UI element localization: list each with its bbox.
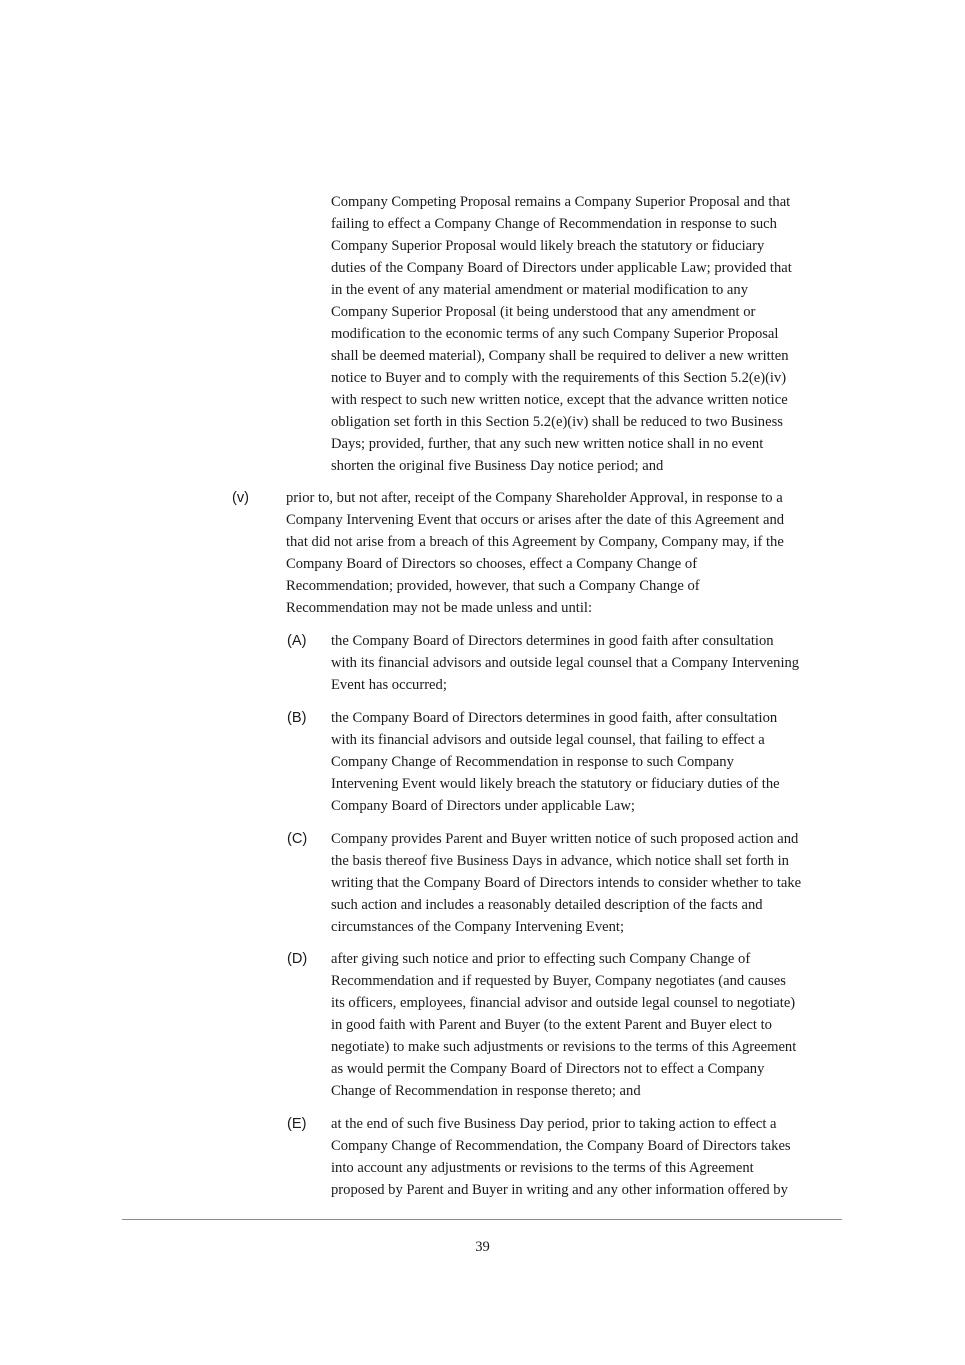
text-line: modification to the economic terms of any such Company Superior Proposal [331,326,779,342]
text-line: Company Change of Recommendation, the Company Board of Directors takes [331,1138,791,1154]
text-line: at the end of such five Business Day period, prior to taking action to effect a [331,1116,777,1132]
clause-marker: (E) [287,1116,307,1132]
text-line: Company Change of Recommendation in response to such Company [331,754,734,770]
text-line: after giving such notice and prior to effecting such Company Change of [331,951,751,967]
clause-marker: (B) [287,710,307,726]
text-line: proposed by Parent and Buyer in writing and any other information offered by [331,1182,788,1198]
text-line: Intervening Event would likely breach the statutory or fiduciary duties of the [331,776,780,792]
text-line: Days; provided, further, that any such new written notice shall in no event [331,436,764,452]
text-line: Company provides Parent and Buyer written notice of such proposed action and [331,831,799,847]
text-line: Recommendation may not be made unless and until: [286,600,592,616]
text-line: with its financial advisors and outside legal counsel, that failing to effect a [331,732,765,748]
text-line: failing to effect a Company Change of Recommendation in response to such [331,216,777,232]
text-line: Recommendation and if requested by Buyer, Company negotiates (and causes [331,973,786,989]
page-number: 39 [475,1239,490,1255]
text-line: Company Board of Directors under applicable Law; [331,798,635,814]
text-line: Change of Recommendation in response thereto; and [331,1083,641,1099]
text-line: in the event of any material amendment or material modification to any [331,282,748,298]
clause-marker: (A) [287,633,307,649]
clause-marker: (D) [287,951,308,967]
text-line: Company Board of Directors so chooses, effect a Company Change of [286,556,698,572]
text-line: Company Competing Proposal remains a Company Superior Proposal and that [331,194,791,210]
text-line: Company Superior Proposal would likely breach the statutory or fiduciary [331,238,765,254]
text-line: Company Superior Proposal (it being understood that any amendment or [331,304,756,320]
text-line: shorten the original five Business Day notice period; and [331,458,664,474]
clause-marker: (C) [287,831,308,847]
text-line: that did not arise from a breach of this Agreement by Company, Company may, if the [286,534,784,550]
text-line: the basis thereof five Business Days in advance, which notice shall set forth in [331,853,789,869]
text-line: negotiate) to make such adjustments or revisions to the terms of this Agreement [331,1039,797,1055]
text-line: circumstances of the Company Intervening Event; [331,919,625,935]
text-line: Company Intervening Event that occurs or arises after the date of this Agreement and [286,512,785,528]
text-line: as would permit the Company Board of Directors not to effect a Company [331,1061,765,1077]
text-line: writing that the Company Board of Directors intends to consider whether to take [331,875,802,891]
text-line: shall be deemed material), Company shall be required to deliver a new written [331,348,789,364]
text-line: in good faith with Parent and Buyer (to the extent Parent and Buyer elect to [331,1017,772,1033]
text-line: into account any adjustments or revisions to the terms of this Agreement [331,1160,754,1176]
footer-divider [122,1219,842,1220]
text-line: Event has occurred; [331,677,447,693]
text-line: notice to Buyer and to comply with the requirements of this Section 5.2(e)(iv) [331,370,787,386]
clause-marker: (v) [232,490,250,506]
text-line: the Company Board of Directors determines in good faith, after consultation [331,710,778,726]
text-line: such action and includes a reasonably detailed description of the facts and [331,897,763,913]
text-line: the Company Board of Directors determines in good faith after consultation [331,633,774,649]
text-line: with respect to such new written notice, except that the advance written notice [331,392,788,408]
text-line: with its financial advisors and outside legal counsel that a Company Intervening [331,655,800,671]
text-line: Recommendation; provided, however, that such a Company Change of [286,578,700,594]
text-line: obligation set forth in this Section 5.2(e)(iv) shall be reduced to two Business [331,414,783,430]
text-line: duties of the Company Board of Directors under applicable Law; provided that [331,260,792,276]
text-line: its officers, employees, financial advisor and outside legal counsel to negotiate) [331,995,796,1011]
text-line: prior to, but not after, receipt of the Company Shareholder Approval, in response to a [286,490,783,506]
